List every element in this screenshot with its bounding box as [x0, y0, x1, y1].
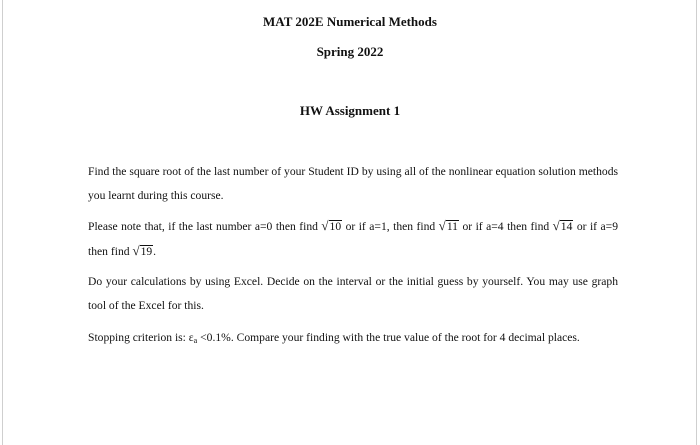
- note-text-4: or if a=9 then find: [88, 220, 618, 258]
- criterion-text-1: Stopping criterion is: ε: [88, 331, 194, 344]
- sqrt-14: √14: [552, 218, 573, 233]
- course-title: MAT 202E Numerical Methods: [263, 14, 437, 29]
- note-text-2: or if a=1, then find: [342, 220, 439, 233]
- sqrt-19: √19: [132, 243, 153, 258]
- sqrt-14-value: 14: [560, 220, 573, 233]
- instruction-paragraph: Find the square root of the last number of your Student ID by using all of the nonlinear equation solution methods you learnt during this course.: [88, 165, 618, 202]
- sqrt-11: √11: [438, 218, 458, 233]
- note-text-1: Please note that, if the last number a=0 then find: [88, 220, 322, 233]
- sqrt-19-value: 19: [140, 245, 153, 258]
- note-paragraph: [88, 214, 618, 264]
- term-title: Spring 2022: [316, 44, 384, 59]
- note-text-3: or if a=4 then find: [458, 220, 553, 233]
- criterion-text-2: <0.1%. Compare your finding with the true value of the root for 4 decimal places.: [197, 331, 580, 344]
- stopping-criterion-paragraph: [88, 326, 618, 353]
- sqrt-11-value: 11: [446, 220, 458, 233]
- sqrt-10-value: 10: [329, 220, 342, 233]
- assignment-title: HW Assignment 1: [299, 103, 401, 118]
- excel-paragraph: Do your calculations by using Excel. Decide on the interval or the initial guess by yourself. You may use graph tool of the Excel for this.: [88, 275, 618, 312]
- sqrt-10: √10: [321, 218, 342, 233]
- note-text-5: .: [153, 245, 157, 258]
- epsilon-subscript: a: [193, 336, 198, 345]
